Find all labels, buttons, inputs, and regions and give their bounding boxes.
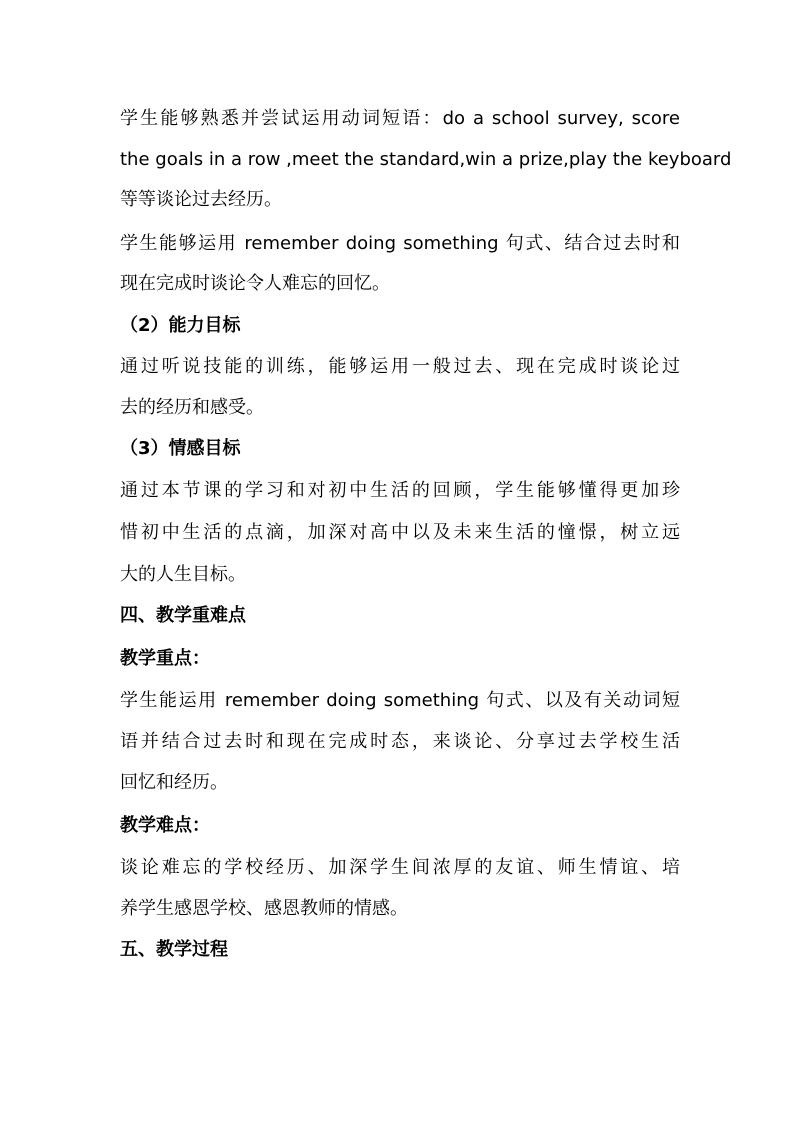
section-heading: 五、教学过程 bbox=[120, 939, 228, 960]
paragraph-line: 谈论难忘的学校经历、加深学生间浓厚的友谊、师生情谊、培 bbox=[120, 857, 680, 878]
paragraph-line: 大的人生目标。 bbox=[120, 564, 246, 585]
paragraph-line: 语并结合过去时和现在完成时态，来谈论、分享过去学校生活 bbox=[120, 731, 680, 752]
paragraph-line: 等等谈论过去经历。 bbox=[120, 189, 282, 210]
paragraph-line: 学生能够运用 remember doing something 句式、结合过去时和 bbox=[120, 233, 680, 254]
section-heading: 四、教学重难点 bbox=[120, 605, 246, 626]
paragraph-line: 去的经历和感受。 bbox=[120, 397, 264, 418]
paragraph-line: 现在完成时谈论令人难忘的回忆。 bbox=[120, 273, 390, 294]
paragraph-line: the goals in a row ,meet the standard,win a prize,play the keyboard bbox=[120, 149, 732, 170]
subsection-heading: 教学难点： bbox=[120, 815, 210, 836]
paragraph-line: 通过本节课的学习和对初中生活的回顾，学生能够懂得更加珍 bbox=[120, 480, 680, 501]
paragraph-line: 回忆和经历。 bbox=[120, 772, 228, 793]
paragraph-line: 学生能够熟悉并尝试运用动词短语：do a school survey, score bbox=[120, 108, 680, 129]
paragraph-line: 通过听说技能的训练，能够运用一般过去、现在完成时谈论过 bbox=[120, 356, 680, 377]
paragraph-line: 惜初中生活的点滴，加深对高中以及未来生活的憧憬，树立远 bbox=[120, 522, 680, 543]
section-heading: （3）情感目标 bbox=[120, 438, 241, 459]
section-heading: （2）能力目标 bbox=[120, 315, 241, 336]
paragraph-line: 学生能运用 remember doing something 句式、以及有关动词短 bbox=[120, 690, 680, 711]
paragraph-line: 养学生感恩学校、感恩教师的情感。 bbox=[120, 898, 408, 919]
subsection-heading: 教学重点： bbox=[120, 648, 210, 669]
